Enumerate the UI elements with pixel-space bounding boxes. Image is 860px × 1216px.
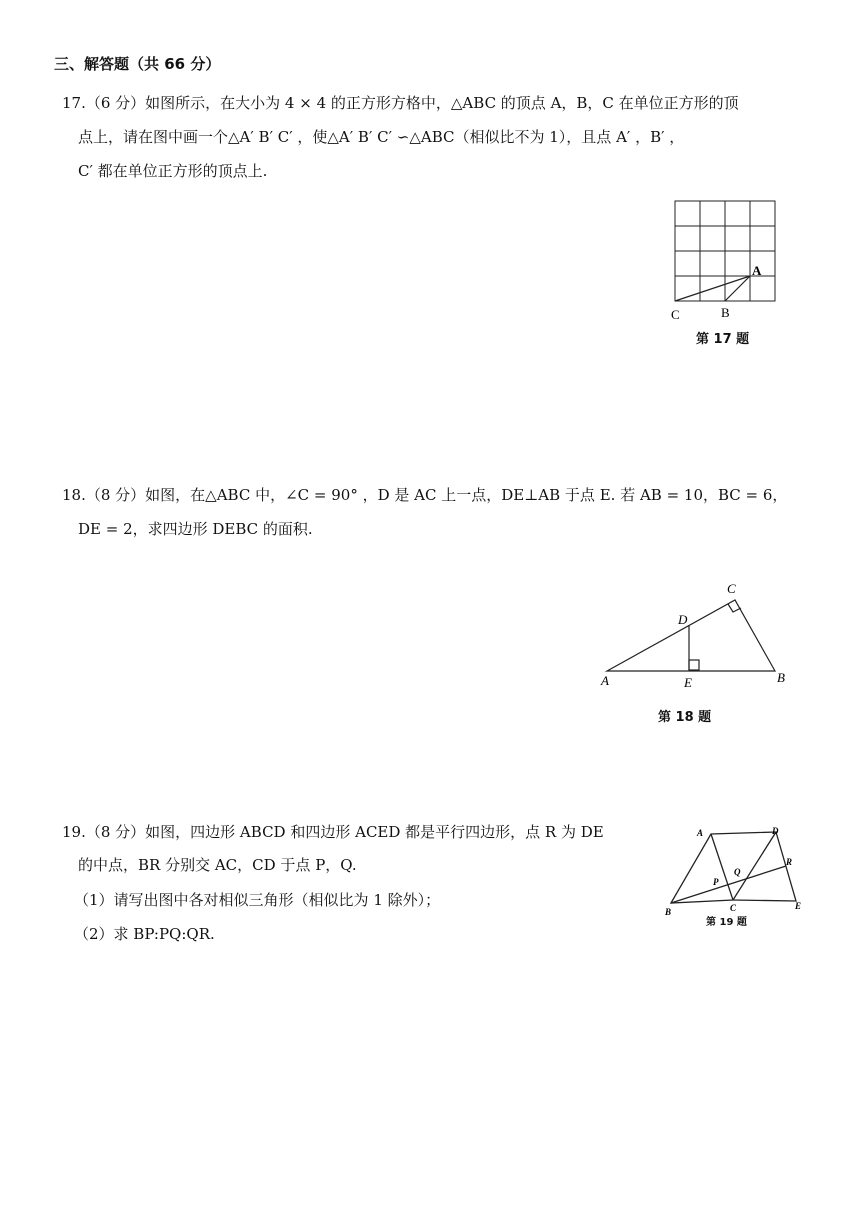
- q17-figure-caption: 第 17 题: [696, 332, 750, 347]
- q19-label-r: R: [786, 857, 793, 867]
- section-title: 三、解答题（共 66 分）: [54, 55, 221, 73]
- q18-label-e: E: [684, 675, 692, 690]
- q18-label-d: D: [678, 612, 688, 627]
- q19-figure-caption: 第 19 题: [706, 917, 747, 928]
- q18-figure-caption: 第 18 题: [658, 710, 712, 725]
- q18-label-c: C: [727, 581, 736, 596]
- q19-segment-br: [671, 866, 786, 903]
- q18-label-a: A: [601, 673, 609, 688]
- q19-label-d: D: [772, 826, 779, 836]
- q19-label-a: A: [697, 828, 704, 838]
- q19-part-1: （1）请写出图中各对相似三角形（相似比为 1 除外）；: [74, 891, 441, 909]
- q17-line-3: C′ 都在单位正方形的顶点上.: [78, 162, 268, 180]
- q17-label-b: B: [721, 305, 730, 320]
- q18-label-b: B: [777, 670, 785, 685]
- q18-line-1: 18.（8 分）如图，在△ABC 中，∠C = 90° ，D 是 AC 上一点，DE⊥AB 于点 E. 若 AB = 10，BC = 6，: [62, 486, 788, 504]
- q19-parallelogram-abcd: [671, 832, 776, 903]
- q18-right-angle-e: [689, 660, 699, 670]
- q19-label-p: P: [713, 877, 719, 887]
- q19-line-1: 19.（8 分）如图，四边形 ABCD 和四边形 ACED 都是平行四边形，点 R 为 DE: [62, 823, 604, 841]
- q18-triangle-figure: [590, 575, 800, 690]
- q19-label-c: C: [730, 903, 737, 913]
- q19-segment-ac: [711, 834, 733, 900]
- q17-line-1: 17.（6 分）如图所示，在大小为 4 × 4 的正方形方格中，△ABC 的顶点 A，B，C 在单位正方形的顶: [62, 94, 739, 112]
- q19-label-b: B: [665, 907, 672, 917]
- q17-triangle-abc: [675, 276, 750, 301]
- q17-label-c: C: [671, 307, 680, 322]
- q17-grid-figure: [660, 195, 790, 325]
- q19-line-2: 的中点，BR 分别交 AC，CD 于点 P，Q.: [78, 856, 357, 874]
- q17-label-a: A: [752, 263, 762, 278]
- q19-label-q: Q: [734, 867, 741, 877]
- q18-line-2: DE = 2，求四边形 DEBC 的面积.: [78, 520, 313, 538]
- q19-part-2: （2）求 BP:PQ:QR.: [74, 925, 215, 943]
- q17-grid: [675, 201, 775, 301]
- q19-label-e: E: [795, 901, 802, 911]
- q17-line-2: 点上，请在图中画一个△A′ B′ C′ ，使△A′ B′ C′ ∽△ABC（相似比不为 1），且点 A′ ，B′ ，: [78, 128, 685, 146]
